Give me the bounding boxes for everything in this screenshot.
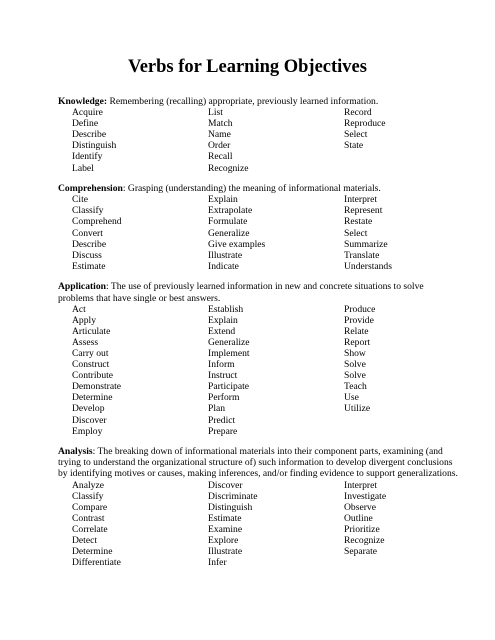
verb-item: Interpret [344,194,378,206]
verb-item: Discuss [72,249,102,261]
verb-item: Perform [208,392,240,404]
verb-item: Outline [344,512,373,524]
verb-item: Participate [208,381,250,393]
verb-item: Determine [72,392,113,404]
verb-item: Predict [208,414,236,426]
verb-item: Employ [72,425,103,437]
verb-item: Comprehend [72,216,122,228]
verb-item [344,426,472,437]
verb-item: Detect [72,534,98,546]
verb-item: Infer [208,557,227,569]
verb-item: Report [344,336,371,348]
section-comprehension [58,183,458,272]
verb-item: Describe [72,129,107,141]
section-analysis [58,446,458,568]
verb-item: Describe [72,238,107,250]
verb-item: Indicate [208,260,239,272]
verb-item: Discover [208,479,243,491]
page-title: Verbs for Learning Objectives [128,57,367,77]
verb-item: Label [72,162,94,174]
verb-item: Convert [72,227,103,239]
verb-item: Give examples [208,238,266,250]
verb-item: Recognize [344,534,385,546]
verb-item: Acquire [72,107,103,119]
verb-item: Carry out [72,347,109,359]
verb-item [344,151,472,162]
section-heading: Application [58,281,106,293]
verb-item: Provide [344,314,374,326]
verb-item: Recognize [208,162,249,174]
verb-item: Establish [208,303,244,315]
verb-item: Record [344,107,372,119]
verb-item: Extrapolate [208,205,253,217]
verb-item: Show [344,347,366,359]
verb-item: Demonstrate [72,381,122,393]
verb-item: Translate [344,249,380,261]
verb-item: Plan [208,403,226,415]
section-heading: Analysis [58,446,93,458]
verb-item: Contrast [72,512,105,524]
verb-item: Investigate [344,490,387,502]
verb-item [344,415,472,426]
verb-item: Solve [344,370,366,382]
verb-item: Estimate [208,512,242,524]
verb-item: Summarize [344,238,388,250]
verb-item: Generalize [208,227,250,239]
verb-item: Use [344,392,359,404]
section-description [58,281,458,303]
section-description [58,183,458,194]
verb-item [344,163,472,174]
verb-item: Correlate [72,523,108,535]
verb-item: Inform [208,359,235,371]
verb-item: Generalize [208,336,250,348]
verb-item: Order [208,140,231,152]
verb-item: Explain [208,314,238,326]
verb-item: Apply [72,314,96,326]
verb-item: Assess [72,336,99,348]
section-application [58,281,458,436]
verb-item: Contribute [72,370,114,382]
verb-item: Teach [344,381,367,393]
section-description-text: Remembering (recalling) appropriate, previously learned information. [107,96,379,107]
verb-item: Explore [208,534,239,546]
verb-item: Understands [344,260,392,272]
verb-grid [58,480,458,569]
verb-item: Articulate [72,325,111,337]
verb-item: Interpret [344,479,378,491]
section-heading: Knowledge: [58,96,108,107]
verb-item: Differentiate [72,557,121,569]
verb-item: Discover [72,414,107,426]
document-body [58,96,458,568]
verb-item: Match [208,118,233,130]
verb-item: Cite [72,194,88,206]
section-description [58,96,458,107]
verb-item: Select [344,227,368,239]
verb-grid [58,194,458,272]
verb-item: Estimate [72,260,106,272]
verb-item: Prepare [208,425,238,437]
verb-item: Determine [72,546,113,558]
verb-item: Classify [72,205,104,217]
verb-item: Solve [344,359,366,371]
section-description [58,446,458,479]
verb-item: Instruct [208,370,238,382]
verb-item: Represent [344,205,383,217]
verb-item: Classify [72,490,104,502]
verb-item: Distinguish [208,501,253,513]
section-description-text: : Grasping (understanding) the meaning of informational materials. [122,183,381,195]
verb-item: List [208,107,223,119]
verb-grid [58,304,458,437]
verb-item: Utilize [344,403,371,415]
verb-item: Illustrate [208,249,243,261]
verb-item: Prioritize [344,523,380,535]
verb-item: Extend [208,325,236,337]
verb-item: Reproduce [344,118,386,130]
verb-item: Separate [344,546,378,558]
verb-item: Act [72,303,86,315]
verb-item: Observe [344,501,376,513]
verb-item: Illustrate [208,546,243,558]
verb-item: Restate [344,216,373,228]
verb-item: Define [72,118,99,130]
verb-item: Explain [208,194,238,206]
verb-item: Select [344,129,368,141]
verb-item: Analyze [72,479,104,491]
verb-item: Produce [344,303,376,315]
verb-item: Formulate [208,216,248,228]
verb-item: Recall [208,151,233,163]
verb-item: State [344,140,364,152]
verb-item: Identify [72,151,103,163]
verb-item: Construct [72,359,110,371]
verb-item: Develop [72,403,105,415]
verb-item: Implement [208,347,250,359]
section-knowledge [58,96,458,174]
verb-grid [58,107,458,174]
section-description-text: : The use of previously learned information in new and concrete situations to solve problems that have single or best answers. [58,281,424,304]
verb-item: Compare [72,501,108,513]
section-heading: Comprehension [58,183,123,195]
verb-item [344,557,472,568]
verb-item: Examine [208,523,243,535]
verb-item: Discriminate [208,490,258,502]
verb-item: Distinguish [72,140,117,152]
section-description-text: : The breaking down of informational materials into their component parts, examining (and trying to understand the organizational structure of) such information to develop divergent conclusions by identifying motives or causes, making inferences, and/or finding evidence to support generalizations. [58,446,458,480]
verb-item: Relate [344,325,369,337]
verb-item: Name [208,129,231,141]
